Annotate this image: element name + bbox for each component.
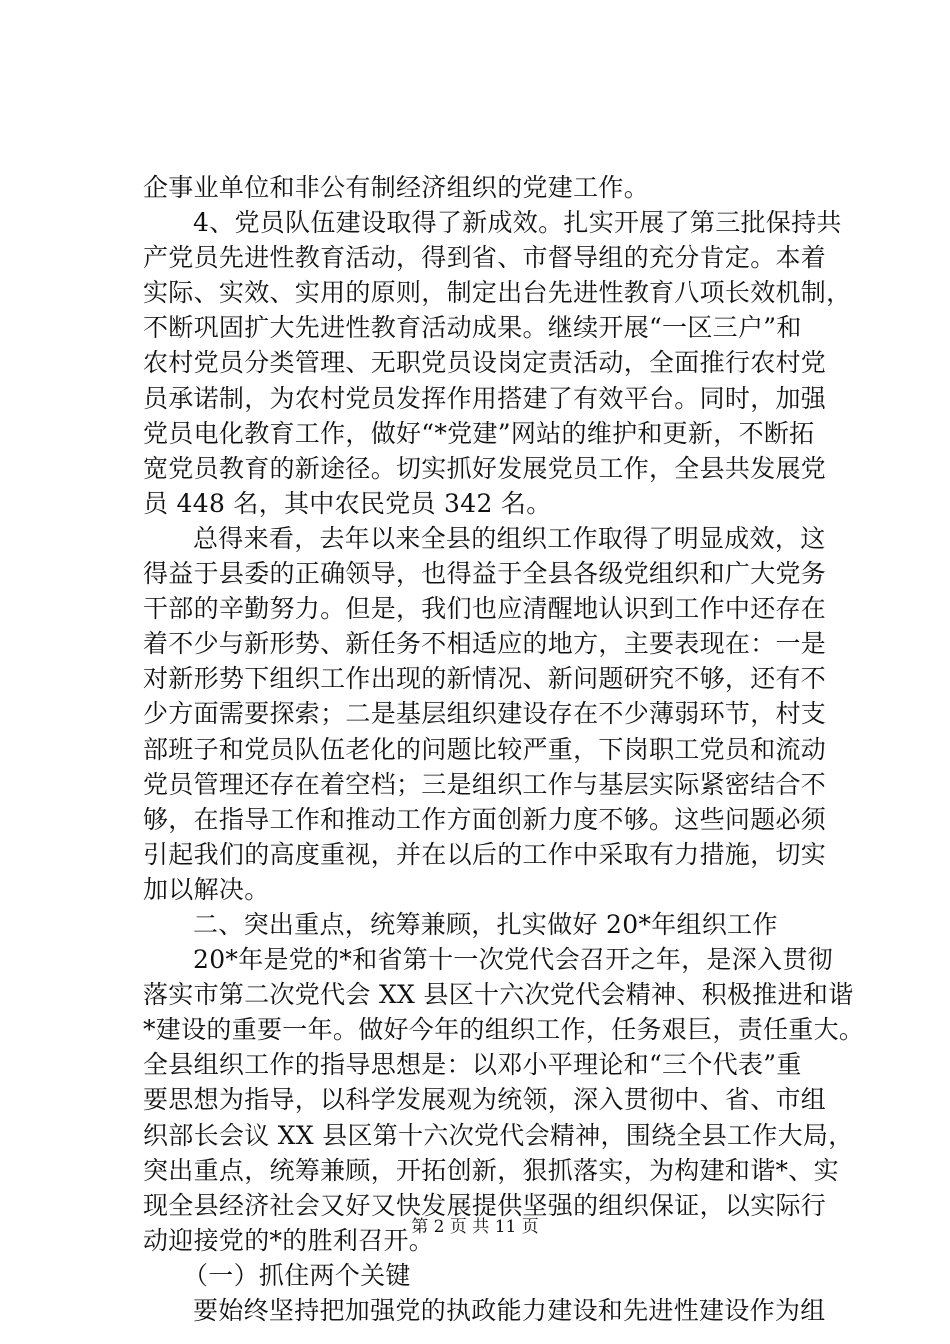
document-line: 少方面需要探索；二是基层组织建设存在不少薄弱环节，村支	[143, 699, 827, 729]
document-line: 引起我们的高度重视，并在以后的工作中采取有力措施，切实	[143, 839, 827, 869]
document-line: 二、突出重点，统筹兼顾，扎实做好 20*年组织工作	[193, 909, 778, 939]
document-line: 干部的辛勤努力。但是，我们也应清醒地认识到工作中还存在	[143, 594, 827, 624]
document-line: 员 448 名，其中农民党员 342 名。	[143, 488, 552, 518]
document-line: 部班子和党员队伍老化的问题比较严重，下岗职工党员和流动	[143, 734, 827, 764]
document-body	[143, 170, 865, 1328]
document-line: 企事业单位和非公有制经济组织的党建工作。	[143, 173, 650, 202]
document-line: 党员管理还存在着空档；三是组织工作与基层实际紧密结合不	[143, 769, 827, 799]
document-line: 对新形势下组织工作出现的新情况、新问题研究不够，还有不	[143, 664, 827, 694]
document-line: 织部长会议 XX 县区第十六次党代会精神，围绕全县工作大局，	[143, 1120, 854, 1150]
document-line: 着不少与新形势、新任务不相适应的地方，主要表现在：一是	[143, 629, 827, 659]
page-footer: 第 2 页 共 11 页	[411, 1217, 539, 1237]
document-line: 要始终坚持把加强党的执政能力建设和先进性建设作为组	[193, 1296, 826, 1325]
document-line: 总得来看，去年以来全县的组织工作取得了明显成效，这	[193, 523, 826, 553]
document-line: 宽党员教育的新途径。切实抓好发展党员工作，全县共发展党	[143, 453, 827, 483]
document-line: （一）抓住两个关键	[183, 1260, 411, 1290]
document-line: 够，在指导工作和推动工作方面创新力度不够。这些问题必须	[143, 804, 827, 834]
document-line: 加以解决。	[143, 874, 270, 904]
document-line: 突出重点，统筹兼顾，开拓创新，狠抓落实，为构建和谐*、实	[143, 1155, 839, 1185]
document-line: 动迎接党的*的胜利召开。	[143, 1225, 435, 1255]
document-line: 现全县经济社会又好又快发展提供坚强的组织保证，以实际行	[143, 1190, 827, 1220]
document-line: 得益于县委的正确领导，也得益于全县各级党组织和广大党务	[143, 559, 827, 589]
document-line: 落实市第二次党代会 XX 县区十六次党代会精神、积极推进和谐	[143, 980, 854, 1010]
document-line: 党员电化教育工作，做好“*党建”网站的维护和更新，不断拓	[143, 418, 815, 448]
document-line: 4、党员队伍建设取得了新成效。扎实开展了第三批保持共	[193, 208, 842, 238]
document-line: 实际、实效、实用的原则，制定出台先进性教育八项长效机制，	[143, 278, 852, 308]
document-line: 员承诺制，为农村党员发挥作用搭建了有效平台。同时，加强	[143, 383, 827, 413]
document-line: 要思想为指导，以科学发展观为统领，深入贯彻中、省、市组	[143, 1085, 827, 1115]
document-line: 全县组织工作的指导思想是：以邓小平理论和“三个代表”重	[143, 1050, 802, 1080]
document-line: 产党员先进性教育活动，得到省、市督导组的充分肯定。本着	[143, 243, 827, 273]
document-line: *建设的重要一年。做好今年的组织工作，任务艰巨，责任重大。	[143, 1015, 865, 1045]
document-line: 不断巩固扩大先进性教育活动成果。继续开展“一区三户”和	[143, 313, 802, 343]
document-line: 20*年是党的*和省第十一次党代会召开之年，是深入贯彻	[193, 945, 833, 975]
document-line: 农村党员分类管理、无职党员设岗定责活动，全面推行农村党	[143, 348, 827, 378]
